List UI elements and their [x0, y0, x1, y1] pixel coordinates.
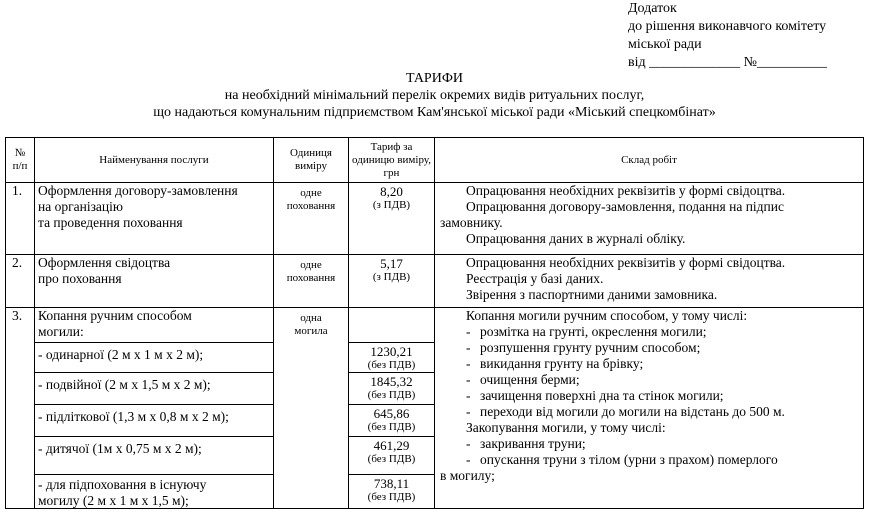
appendix-line: Додаток: [628, 1, 677, 16]
unit-line: одна: [300, 312, 322, 324]
tariff-value: 8,20: [380, 184, 403, 199]
work-line: Опрацювання даних в журналі обліку.: [466, 231, 686, 246]
work-line: Опрацювання договору-замовлення, подання на підпис: [466, 199, 784, 214]
work-bullet: - викидання грунту на брівку;: [440, 356, 860, 372]
work-bullet: - зачищення поверхні дна та стінок могили;: [440, 388, 860, 404]
document-subtitle: на необхідний мінімальний перелік окремих видів ритуальних послуг,: [224, 88, 645, 103]
work-line: Реєстрація у базі даних.: [466, 271, 604, 286]
work-line: Звірення з паспортними даними замовника.: [466, 287, 718, 302]
row-name: [35, 183, 274, 255]
tariff-value: 1230,21: [370, 344, 413, 359]
table-row: [6, 183, 864, 255]
work-bullet: - опускання труни з тілом (урни з прахом) померлого: [440, 452, 860, 468]
subitem-label: - одинарної (2 м х 1 м х 2 м);: [35, 342, 273, 372]
table-header-row: [6, 138, 864, 183]
appendix-block: [628, 0, 827, 72]
row-works: [435, 255, 864, 308]
subitem-tariff: [349, 404, 434, 436]
row-tariff: [349, 183, 435, 255]
subitem-label-line: могилу (2 м х 1 м х 1,5 м);: [38, 493, 189, 508]
appendix-line: від _____________ №__________: [628, 55, 827, 70]
tariff-note: (без ПДВ): [367, 421, 416, 433]
unit-line: могила: [294, 325, 328, 337]
unit-line: одне: [300, 259, 322, 271]
document-title: ТАРИФИ: [405, 71, 464, 86]
name-line: про поховання: [38, 271, 122, 286]
row-works: [435, 308, 864, 509]
document-subtitle: що надаються комунальним підприємством Кам'янської міської ради «Міський спецкомбінат»: [153, 105, 716, 120]
subitem-tariff: [349, 436, 434, 474]
header-unit: Одиниця виміру: [274, 138, 349, 183]
unit-line: поховання: [286, 200, 336, 212]
tariff-note: (без ПДВ): [367, 453, 416, 465]
subitem-tariff: [349, 342, 434, 372]
work-line: замовнику.: [440, 215, 503, 230]
name-line: Оформлення договору-замовлення: [38, 183, 238, 198]
tariff-value: 645,86: [373, 406, 410, 421]
row-num: 2.: [6, 255, 35, 308]
row-unit: [274, 308, 349, 509]
appendix-line: міської ради: [628, 37, 702, 52]
appendix-line: до рішення виконавчого комітету: [628, 19, 827, 34]
work-line: Копання могили ручним способом, у тому числі:: [466, 308, 748, 323]
work-bullet: - розпушення грунту ручним способом;: [440, 340, 860, 356]
tariff-note: (без ПДВ): [367, 389, 416, 401]
row-works: [435, 183, 864, 255]
row-name: [35, 255, 274, 308]
header-works: Склад робіт: [435, 138, 864, 183]
unit-line: поховання: [286, 272, 336, 284]
subitem-label: - подвійної (2 м х 1,5 м х 2 м);: [35, 372, 273, 404]
row-name: [35, 308, 274, 509]
tariff-note: (з ПДВ): [372, 271, 411, 283]
work-bullet: - закривання труни;: [440, 436, 860, 452]
name-line: Копання ручним способом: [38, 308, 192, 323]
unit-line: одне: [300, 187, 322, 199]
row-num: 1.: [6, 183, 35, 255]
name-line: та проведення поховання: [38, 215, 183, 230]
tariff-note: (з ПДВ): [372, 199, 411, 211]
table-row: [6, 308, 864, 509]
row-unit: [274, 183, 349, 255]
tariff-table: [5, 137, 864, 509]
work-bullet: - розмітка на грунті, окреслення могили;: [440, 324, 860, 340]
header-num: № п/п: [6, 138, 35, 183]
work-line: Опрацювання необхідних реквізитів у формі свідоцтва.: [466, 255, 786, 270]
work-bullet: - переходи від могили до могили на відстань до 500 м.: [440, 404, 860, 420]
work-line: в могилу;: [440, 468, 495, 483]
tariff-note: (без ПДВ): [367, 491, 416, 503]
row-unit: [274, 255, 349, 308]
row-tariff: [349, 255, 435, 308]
header-tariff: Тариф за одиницю виміру, грн: [349, 138, 435, 183]
table-row: [6, 255, 864, 308]
subitem-label: - підліткової (1,3 м х 0,8 м х 2 м);: [35, 404, 273, 436]
name-line: Оформлення свідоцтва: [38, 255, 171, 270]
subitem-label: - дитячої (1м х 0,75 м х 2 м);: [35, 436, 273, 474]
row-num: 3.: [6, 308, 35, 509]
tariff-value: 738,11: [373, 476, 410, 491]
work-bullet: - очищення берми;: [440, 372, 860, 388]
header-name: Найменування послуги: [35, 138, 274, 183]
tariff-note: (без ПДВ): [367, 359, 416, 371]
work-line: Опрацювання необхідних реквізитів у формі свідоцтва.: [466, 183, 786, 198]
work-line: Закопування могили, у тому числі:: [466, 420, 666, 435]
subitem-tariff: [349, 372, 434, 404]
name-line: могили:: [38, 324, 84, 339]
subitem-tariff: [349, 474, 434, 508]
subitem-label: [35, 474, 273, 508]
row-tariff: [349, 308, 435, 509]
tariff-value: 1845,32: [370, 374, 413, 389]
tariff-value: 5,17: [380, 256, 403, 271]
tariff-value: 461,29: [373, 438, 410, 453]
name-line: на організацію: [38, 199, 123, 214]
subitem-label-line: - для підпоховання в існуючу: [38, 477, 207, 492]
